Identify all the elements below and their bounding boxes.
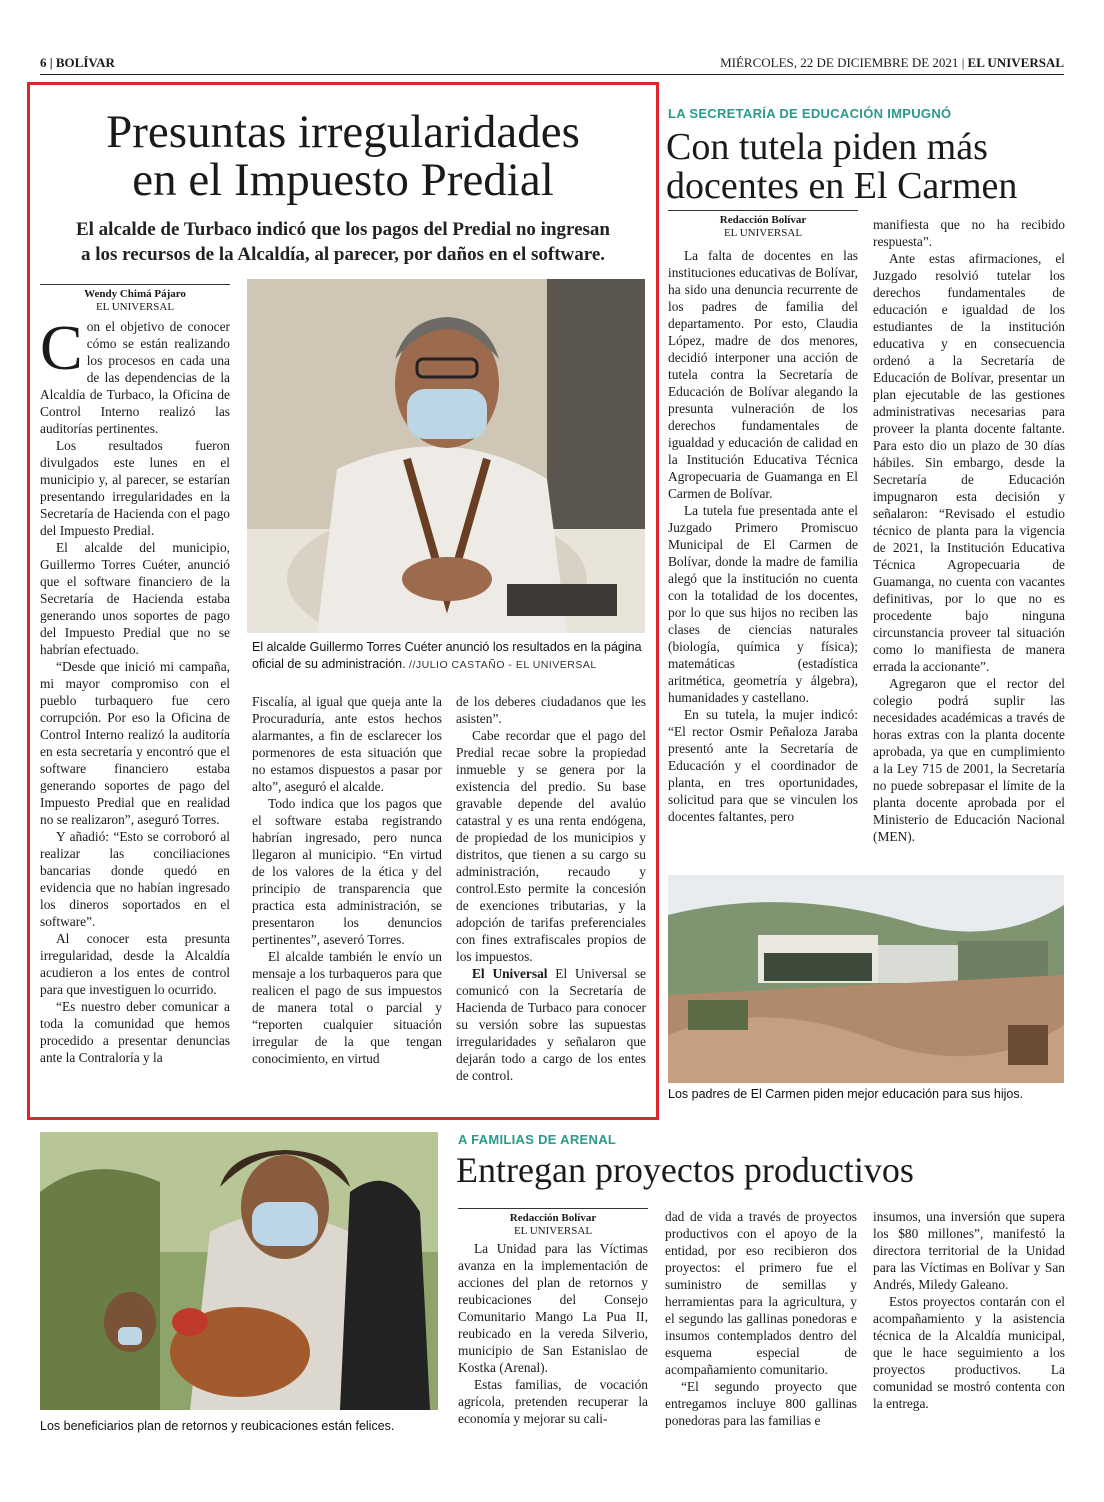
article1-byline: Wendy Chimá Pájaro EL UNIVERSAL [40, 284, 230, 314]
article1-col1: Con el objetivo de conocer cómo se están realizando los procesos en cada una de las dependencias de la Alcaldía de Turbaco, la Oficina de Control Interno realizó las auditorías pertinentes. Los resultados fueron divulgados este lunes en el municipio y, al parecer, se estarían presentando irregularidades en la Secretaría de Hacienda con el pago del Impuesto Predial. El alcalde del municipio, Guillermo Torres Cuéter, anunció que el software financiero de la Secretaría de Hacienda estaba generando unos soportes de pago del Impuesto Predial que no se habrían efectuado. “Desde que inició mi campaña, mi mayor compromiso con el pueblo turbaquero fue cero corrupción. Por eso la Oficina de Control Interno realizó la auditoría en esta secretaría y encontró que el software financiero estaba generando soportes de pago del Impuesto Predial que en realidad no se realizaron”, aseguró Torres. Y añadió: “Esto se corroboró al realizar las conciliaciones bancarias donde quedó en evidencia que no habían ingresado los dineros soportados en el software”. Al conocer esta presunta irregularidad, desde la Alcaldía acudieron a los entes de control para que investiguen lo ocurrido. “Es nuestro deber comunicar a toda la comunidad que hemos procedido a presentar denuncias ante la Contraloría y la [40, 312, 230, 1065]
article1-caption: El alcalde Guillermo Torres Cuéter anunció los resultados en la página oficial de su administración. //JULIO CASTAÑO - EL UNIVERSAL [252, 640, 642, 671]
article2-kicker: LA SECRETARÍA DE EDUCACIÓN IMPUGNÓ [668, 106, 952, 121]
page-number-section: 6 | BOLÍVAR [40, 55, 115, 70]
article1-deck: El alcalde de Turbaco indicó que los pagos del Predial no ingresan a los recursos de la Alcaldía, al parecer, por daños en el software. [75, 219, 611, 265]
closing-paragraph: El Universal El Universal se comunicó con la Secretaría de Hacienda de Turbaco para conocer su versión sobre las supuestas irregularidades y señalaron que dejarán todo a cargo de los entes de control. [456, 966, 646, 1083]
article3-col2: dad de vida a través de proyectos productivos con el apoyo de la entidad, por eso recibieron dos proyectos: el primero fue el suministro de semillas y herramientas para la agricultura, y el segundo las gallinas ponedoras e insumos contemplados dentro del esquema especial de acompañamiento comunitario. “El segundo proyecto que entregamos incluye 800 gallinas ponedoras para las familias e [665, 1209, 857, 1428]
dropcap: C [40, 312, 83, 383]
article2-title: Con tutela piden más docentes en El Carmen [666, 126, 1018, 208]
article2-caption: Los padres de El Carmen piden mejor educación para sus hijos. [668, 1087, 1024, 1101]
school-photo [668, 875, 1064, 1083]
article3-caption: Los beneficiarios plan de retornos y reubicaciones están felices. [40, 1419, 395, 1433]
farmer-photo [40, 1132, 438, 1410]
article2-byline: Redacción Bolívar EL UNIVERSAL [668, 210, 858, 240]
article2-col1: La falta de docentes en las instituciones educativas de Bolívar, ha sido una denuncia recurrente de los padres de familia del departamento. Por esto, Claudia López, madre de dos menores, decidió interponer una acción de tutela contra la Secretaría de Educación de Bolívar alegando la presunta vulneración de los derechos fundamentales de igualdad y educación de calidad en la Institución Educativa Técnica Agropecuaria de Guamanga en El Carmen de Bolívar. La tutela fue presentada ante el Juzgado Primero Promiscuo Municipal de El Carmen de Bolívar, donde la madre de familia alegó que la institución no cuenta con la totalidad de los docentes, por lo que sus hijos no reciben las clases de ciencias naturales (biología, química y física); matemáticas (estadística aritmética, geometría y álgebra), humanidades y castellano. En su tutela, la mujer indicó: “El rector Osmir Peñaloza Jaraba presentó ante la Secretaría de Educación y el coordinador de planta, en tres oportunidades, solicitud para que se vinculen los docentes faltantes, pero [668, 248, 858, 824]
article1-col2: Fiscalía, al igual que queja ante la Procuraduría, ante estos hechos alarmantes, a fin de esclarecer los pormenores de esta situación que no estamos dispuestos a pasar por alto”, aseguró el alcalde. Todo indica que los pagos que el software estaba registrando habrían ingresado, pero nunca llegaron al municipio. “En virtud de los valores de la ética y del principio de transparencia que practica esta administración, se presentaron los denuncios pertinentes”, aseveró Torres. El alcalde también le envío un mensaje a los turbaqueros para que realicen el pago de sus impuestos de manera total o parcial y “reporten cualquier situación irregular de la que tengan conocimiento, en virtud [252, 694, 442, 1066]
article3-title: Entregan proyectos productivos [456, 1150, 914, 1190]
article1-title: Presuntas irregularidades en el Impuesto Predial [106, 106, 580, 207]
article3-kicker: A FAMILIAS DE ARENAL [458, 1132, 617, 1147]
article3-col3: insumos, una inversión que supera los $80 millones”, manifestó la directora territorial de la Unidad para las Víctimas en Bolívar y San Andrés, Miledy Galeano. Estos proyectos contarán con el acompañamiento y la asistencia técnica de la Alcaldía municipal, que le hace seguimiento a los proyectos productivos. La comunidad se mostró contenta con la entrega. [873, 1209, 1065, 1411]
article2-col2: manifiesta que no ha recibido respuesta”. Ante estas afirmaciones, el Juzgado resolvió tutelar los derechos fundamentales de educación e igualdad de los estudiantes de la institución educativa y en consecuencia ordenó a la Secretaría de Educación de Bolívar, presentar un plan ejecutable de las gestiones administrativas necesarias para proveer la planta docente faltante. Para esto dio un plazo de 30 días hábiles. Sin embargo, desde la Secretaría de Educación impugnaron esta decisión y señalaron: “Revisado el estudio técnico de planta para la vigencia de 2021, la Institución Educativa Técnica Agropecuaria de Guamanga, no cuenta con vacantes definitivas, por lo que no es procedente bajo ninguna circunstancia proveer tal situación como lo manifiesta de manera errada la accionante”. Agregaron que el rector del colegio podrá suplir las necesidades académicas a través de horas extras con la planta docente aprobada, ya que en cumplimiento a la Ley 715 de 2001, la Secretaría no puede sobrepasar el límite de la planta docente aprobada por el Ministerio de Educación Nacional (MEN). [873, 217, 1065, 844]
date-paper: MIÉRCOLES, 22 DE DICIEMBRE DE 2021 | EL UNIVERSAL [720, 55, 1064, 70]
article3-byline: Redacción Bolívar EL UNIVERSAL [458, 1208, 648, 1238]
article1-col3: de los deberes ciudadanos que les asisten”. Cabe recordar que el pago del Predial recae sobre la propiedad inmueble y se genera por la existencia del predio. Su base gravable depende del avalúo catastral y es una renta endógena, de propiedad de los municipios y distritos, que tienen a su cargo su administración, recaudo y control.Esto permite la concesión de exenciones tributarias, y la adopción de tarifas preferenciales con fines extrafiscales propios de los impuestos. El Universal El Universal se comunicó con la Secretaría de Hacienda de Turbaco para conocer su versión sobre las supuestas irregularidades y señalaron que dejarán todo a cargo de los entes de control. [456, 694, 646, 1083]
mayor-photo [247, 279, 645, 633]
page-header [40, 52, 1064, 75]
article3-col1: La Unidad para las Víctimas avanza en la implementación de acciones del plan de retornos y reubicaciones del Consejo Comunitario Mango La Pua II, reubicado en la vereda Silverio, municipio de San Estanislao de Kostka (Arenal). Estas familias, de vocación agrícola, pretenden recuperar la economía y mejorar su cali- [458, 1241, 648, 1426]
